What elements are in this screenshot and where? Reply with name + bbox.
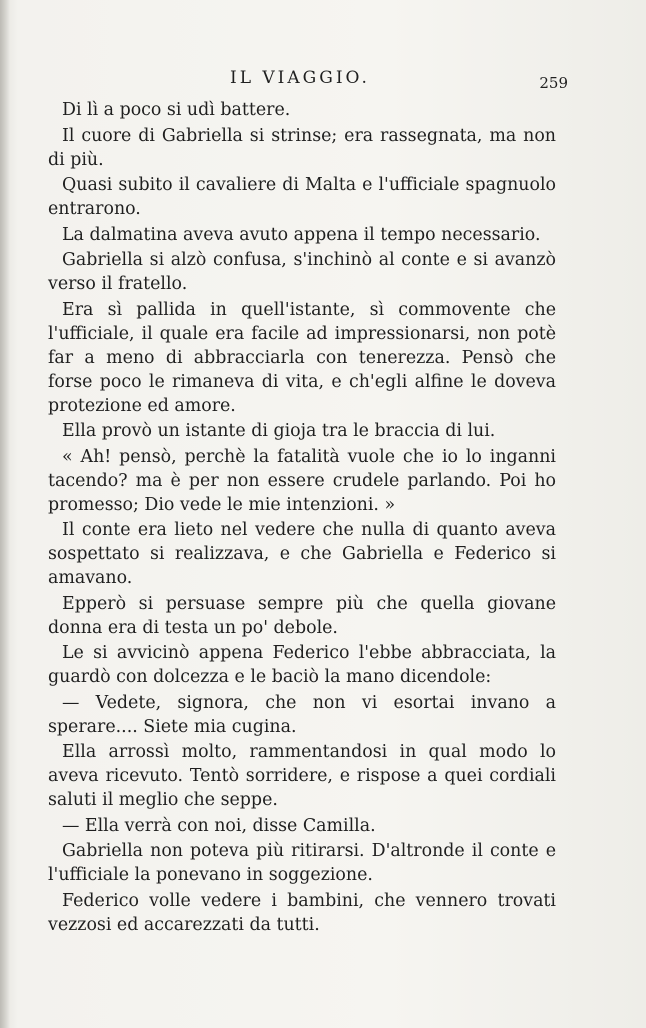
page-header bbox=[48, 68, 572, 98]
body-text bbox=[48, 98, 556, 938]
paragraph: Federico volle vedere i bambini, che vennero trovati vezzosi ed accarezzati da tutti. bbox=[48, 890, 556, 935]
paragraph: Le si avvicinò appena Federico l'ebbe abbracciata, la guardò con dolcezza e le baciò la mano dicendole: bbox=[48, 643, 556, 687]
page-gutter-shadow bbox=[0, 0, 10, 1028]
paragraph: Ella arrossì molto, rammentandosi in qual modo lo aveva ricevuto. Tentò sorridere, e rispose a quei cordiali saluti il meglio che seppe. bbox=[48, 742, 556, 810]
paragraph: Ella provò un istante di gioja tra le braccia di lui. bbox=[62, 421, 496, 441]
paragraph: — Ella verrà con noi, disse Camilla. bbox=[62, 815, 376, 836]
paragraph: Gabriella non poteva più ritirarsi. D'altronde il conte e l'ufficiale la ponevano in soggezione. bbox=[48, 841, 556, 885]
paragraph: La dalmatina aveva avuto appena il tempo necessario. bbox=[62, 224, 541, 245]
paragraph: Il cuore di Gabriella si strinse; era rassegnata, ma non di più. bbox=[48, 125, 556, 170]
paragraph: Era sì pallida in quell'istante, sì commovente che l'ufficiale, il quale era facile ad impressionarsi, non potè far a meno di abbracciarla con tenerezza. Pensò che forse poco le rimaneva di vita, e ch'egli alfine le doveva protezione ed amore. bbox=[48, 299, 556, 416]
paragraph: Quasi subito il cavaliere di Malta e l'ufficiale spagnuolo entrarono. bbox=[48, 175, 556, 219]
paragraph: Di lì a poco si udì battere. bbox=[62, 100, 291, 120]
paragraph: Il conte era lieto nel vedere che nulla di quanto aveva sospettato si realizzava, e che Gabriella e Federico si amavano. bbox=[48, 520, 556, 588]
running-title: IL VIAGGIO. bbox=[230, 68, 370, 88]
paragraph: « Ah! pensò, perchè la fatalità vuole che io lo inganni tacendo? ma è per non essere crudele parlando. Poi ho promesso; Dio vede le mie intenzioni. » bbox=[48, 446, 556, 515]
paragraph: Epperò si persuase sempre più che quella giovane donna era di testa un po' debole. bbox=[48, 593, 556, 638]
paragraph: Gabriella si alzò confusa, s'inchinò al conte e si avanzò verso il fratello. bbox=[48, 250, 556, 294]
page-number: 259 bbox=[539, 74, 568, 92]
paragraph: — Vedete, signora, che non vi esortai invano a sperare.... Siete mia cugina. bbox=[48, 692, 556, 737]
